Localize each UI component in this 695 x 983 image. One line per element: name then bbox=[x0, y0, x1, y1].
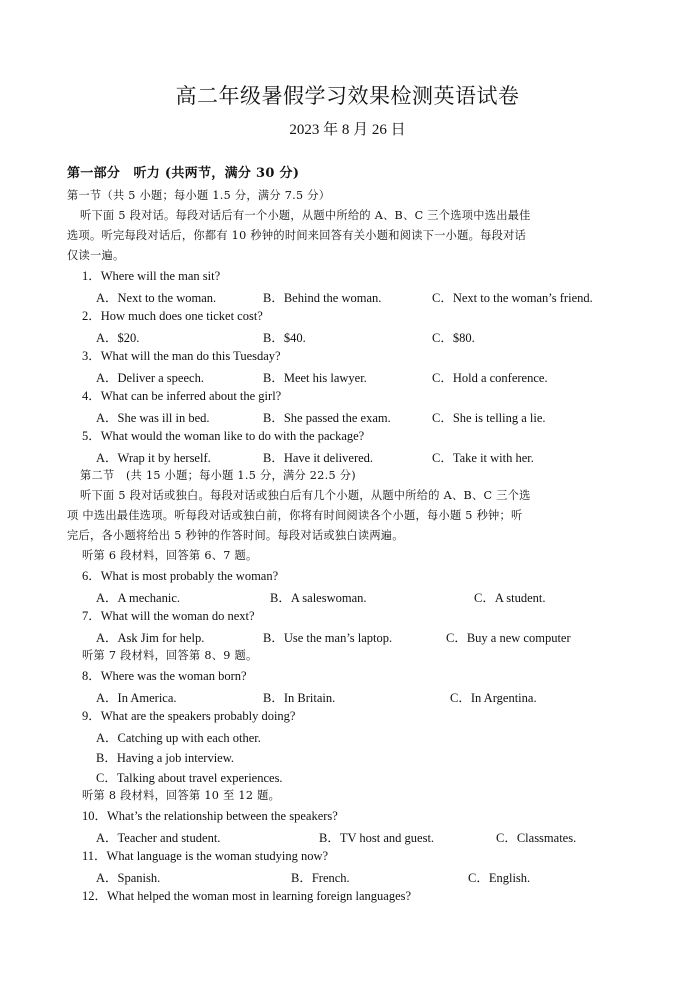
question-6: 6．What is most probably the woman? bbox=[82, 569, 279, 583]
q6-option-b: B．A saleswoman. bbox=[270, 591, 367, 605]
material-note-8: 听第 8 段材料，回答第 10 至 12 题。 bbox=[82, 789, 281, 802]
q11-option-c: C．English. bbox=[468, 871, 531, 885]
question-1: 1．Where will the man sit? bbox=[82, 269, 221, 283]
q4-option-c: C．She is telling a lie. bbox=[432, 411, 546, 425]
q4-option-b: B．She passed the exam. bbox=[263, 411, 391, 425]
q2-option-b: B．$40. bbox=[263, 331, 306, 345]
q4-option-a: A．She was ill in bed. bbox=[96, 411, 210, 425]
section2-instruction-line: 项 中选出最佳选项。听每段对话或独白前，你将有时间阅读各个小题，每小题 5 秒钟；听 bbox=[67, 509, 523, 522]
question-12: 12．What helped the woman most in learning foreign languages? bbox=[82, 889, 412, 903]
q2-option-c: C．$80. bbox=[432, 331, 475, 345]
q10-option-a: A．Teacher and student. bbox=[96, 831, 221, 845]
q1-option-c: C．Next to the woman’s friend. bbox=[432, 291, 593, 305]
q6-option-a: A．A mechanic. bbox=[96, 591, 181, 605]
q3-option-c: C．Hold a conference. bbox=[432, 371, 548, 385]
q3-option-b: B．Meet his lawyer. bbox=[263, 371, 367, 385]
q9-option-a: A．Catching up with each other. bbox=[96, 731, 261, 745]
q9-option-b: B．Having a job interview. bbox=[96, 751, 235, 765]
q7-option-c: C．Buy a new computer bbox=[446, 631, 571, 645]
question-8: 8．Where was the woman born? bbox=[82, 669, 247, 683]
q1-option-b: B．Behind the woman. bbox=[263, 291, 382, 305]
q1-option-a: A．Next to the woman. bbox=[96, 291, 217, 305]
q3-option-a: A．Deliver a speech. bbox=[96, 371, 204, 385]
question-2: 2．How much does one ticket cost? bbox=[82, 309, 263, 323]
section1-instruction-line: 仅读一遍。 bbox=[67, 249, 125, 262]
section2-heading: 第二节 (共 15 小题；每小题 1.5 分，满分 22.5 分) bbox=[80, 469, 356, 482]
q11-option-b: B．French. bbox=[291, 871, 350, 885]
q10-option-b: B．TV host and guest. bbox=[319, 831, 435, 845]
q11-option-a: A．Spanish. bbox=[96, 871, 161, 885]
q6-option-c: C．A student. bbox=[474, 591, 546, 605]
q10-option-c: C．Classmates. bbox=[496, 831, 577, 845]
question-9: 9．What are the speakers probably doing? bbox=[82, 709, 296, 723]
section1-heading: 第一节（共 5 小题；每小题 1.5 分，满分 7.5 分） bbox=[67, 189, 331, 202]
q7-option-a: A．Ask Jim for help. bbox=[96, 631, 205, 645]
section1-instruction-line: 选项。听完每段对话后，你都有 10 秒钟的时间来回答有关小题和阅读下一小题。每段对话 bbox=[67, 229, 527, 242]
exam-date: 2023 年 8 月 26 日 bbox=[289, 122, 406, 138]
part1-heading: 第一部分 听力 (共两节，满分 30 分) bbox=[67, 166, 300, 181]
q2-option-a: A．$20. bbox=[96, 331, 140, 345]
question-11: 11．What language is the woman studying now? bbox=[82, 849, 329, 863]
question-4: 4．What can be inferred about the girl? bbox=[82, 389, 282, 403]
exam-title: 高二年级暑假学习效果检测英语试卷 bbox=[175, 84, 520, 108]
q8-option-c: C．In Argentina. bbox=[450, 691, 537, 705]
q5-option-c: C．Take it with her. bbox=[432, 451, 534, 465]
q8-option-b: B．In Britain. bbox=[263, 691, 336, 705]
material-note-7: 听第 7 段材料，回答第 8、9 题。 bbox=[82, 649, 258, 662]
question-3: 3．What will the man do this Tuesday? bbox=[82, 349, 281, 363]
q5-option-a: A．Wrap it by herself. bbox=[96, 451, 211, 465]
q8-option-a: A．In America. bbox=[96, 691, 177, 705]
question-7: 7．What will the woman do next? bbox=[82, 609, 255, 623]
material-note-6: 听第 6 段材料，回答第 6、7 题。 bbox=[82, 549, 258, 562]
q5-option-b: B．Have it delivered. bbox=[263, 451, 374, 465]
q7-option-b: B．Use the man’s laptop. bbox=[263, 631, 393, 645]
q9-option-c: C．Talking about travel experiences. bbox=[96, 771, 283, 785]
section1-instruction-line: 听下面 5 段对话。每段对话后有一个小题，从题中所给的 A、B、C 三个选项中选出最佳 bbox=[80, 209, 531, 222]
question-5: 5．What would the woman like to do with the package? bbox=[82, 429, 365, 443]
section2-instruction-line: 听下面 5 段对话或独白。每段对话或独白后有几个小题，从题中所给的 A、B、C 三个选 bbox=[80, 489, 531, 502]
section2-instruction-line: 完后，各小题将给出 5 秒钟的作答时间。每段对话或独白读两遍。 bbox=[67, 529, 404, 542]
question-10: 10．What’s the relationship between the speakers? bbox=[82, 809, 338, 823]
